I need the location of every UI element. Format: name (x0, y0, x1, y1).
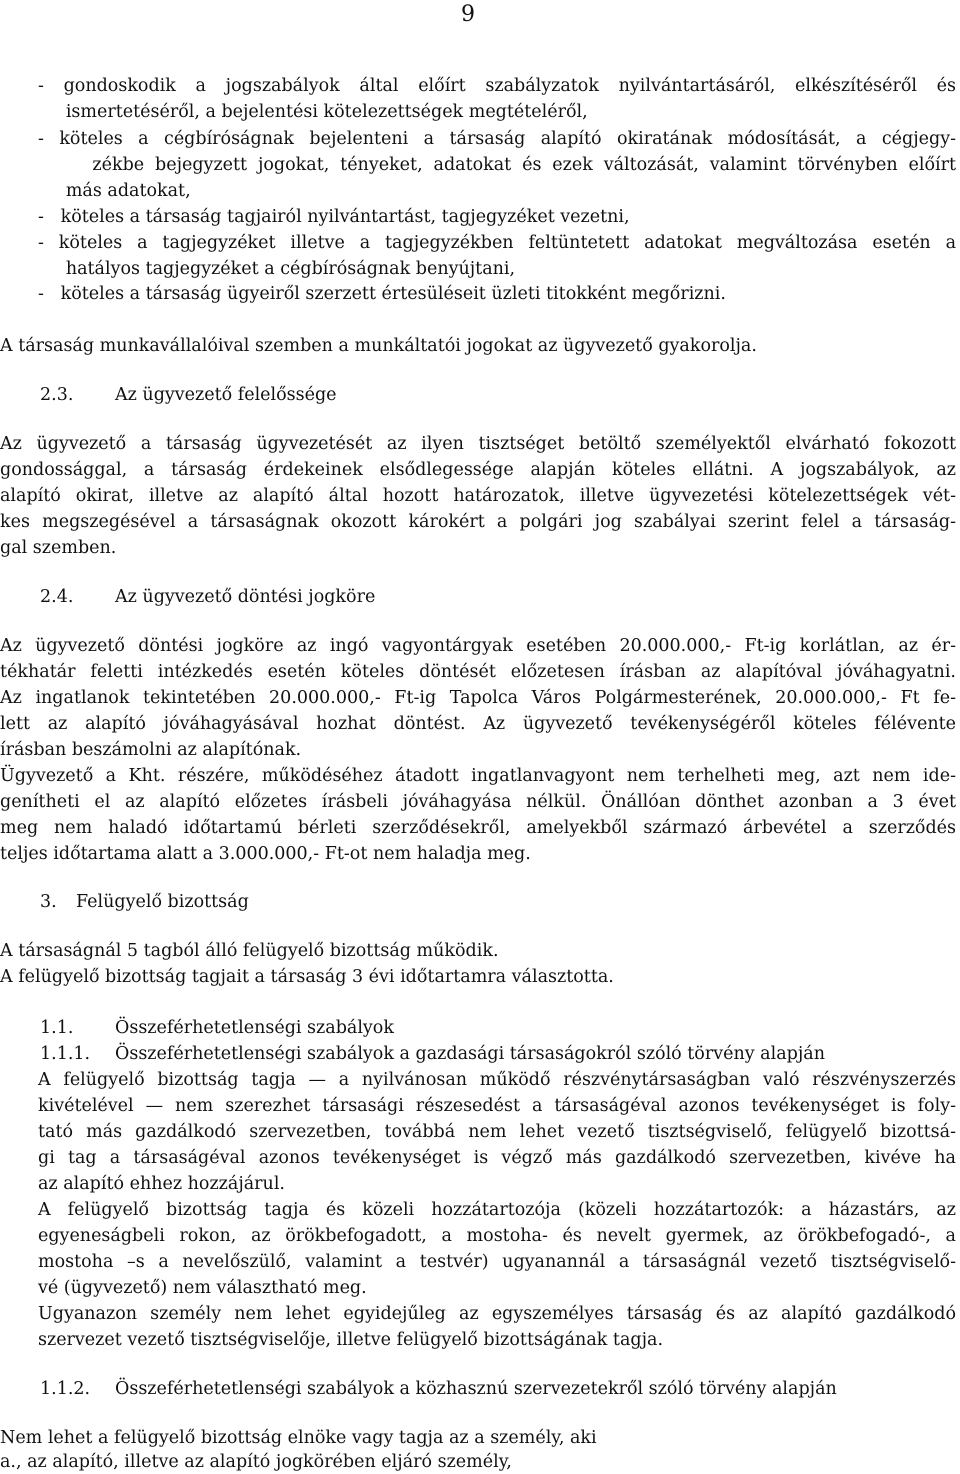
paragraph-line: Ugyanazon személy nem lehet egyidejűleg az egyszemélyes társaság és az alapító gazdálkodó (38, 1304, 956, 1324)
section-title: Felügyelő bizottság (76, 892, 249, 912)
paragraph-line: kivételével — nem szerezhet társasági részesedést a társaságéval azonos tevékenységet is foly- (38, 1096, 956, 1116)
paragraph-line: mostoha –s a nevelőszülő, valamint a testvér) ugyanannál a társaságnál vezető tisztségviselő- (38, 1252, 956, 1272)
section-number: 3. (40, 892, 57, 912)
paragraph-line: írásban beszámolni az alapítónak. (0, 740, 302, 760)
paragraph-line: gal szemben. (0, 538, 117, 558)
paragraph-line: vé (ügyvezető) nem választható meg. (38, 1278, 367, 1298)
bullet-text-line: - köteles a társaság ügyeiről szerzett értesüléseit üzleti titokként megőrizni. (38, 284, 726, 304)
section-number: 2.4. (40, 587, 74, 607)
section-number: 1.1.2. (40, 1379, 91, 1399)
paragraph-line: az alapító ehhez hozzájárul. (38, 1174, 285, 1194)
paragraph-line: gondossággal, a társaság érdekeinek elsődlegessége alapján köteles ellátni. A jogszabályok, az (0, 460, 956, 480)
paragraph-line: A társaságnál 5 tagból álló felügyelő bizottság működik. (0, 941, 499, 961)
paragraph-line: meg nem haladó időtartamú bérleti szerződésekről, amelyekből származó árbevétel a szerződés (0, 818, 956, 838)
section-title: Összeférhetetlenségi szabályok a gazdasági társaságokról szóló törvény alapján (115, 1044, 825, 1064)
paragraph-line: A felügyelő bizottság tagja — a nyilvánosan működő részvénytársaságban való részvényszerzés (38, 1070, 956, 1090)
paragraph-line: Az ingatlanok tekintetében 20.000.000,- Ft-ig Tapolca Város Polgármesterének, 20.000.000,- Ft fe- (0, 688, 956, 708)
employer-sentence: A társaság munkavállalóival szemben a munkáltatói jogokat az ügyvezető gyakorolja. (0, 336, 757, 356)
bullet-text-line: - köteles a cégbíróságnak bejelenteni a társaság alapító okiratának módosítását, a cégjegy- (38, 129, 956, 149)
paragraph-line: Az ügyvezető döntési jogköre az ingó vagyontárgyak esetében 20.000.000,- Ft-ig korlátlan, az ér- (0, 636, 956, 656)
section-title: Összeférhetetlenségi szabályok a közhasznú szervezetekről szóló törvény alapján (115, 1379, 837, 1399)
section-title: Az ügyvezető felelőssége (115, 385, 337, 405)
paragraph-line: szervezet vezető tisztségviselője, illetve felügyelő bizottságának tagja. (38, 1330, 664, 1350)
section-number: 1.1. (40, 1018, 74, 1038)
paragraph-line: A felügyelő bizottság tagjait a társaság 3 évi időtartamra választotta. (0, 967, 614, 987)
section-title: Összeférhetetlenségi szabályok (115, 1018, 394, 1038)
bullet-text-line: más adatokat, (38, 181, 191, 201)
paragraph-line: teljes időtartama alatt a 3.000.000,- Ft-ot nem haladja meg. (0, 844, 531, 864)
paragraph-line: tékhatár feletti intézkedés esetén köteles döntését előzetesen írásban az alapítóval jóváhagyatni. (0, 662, 956, 682)
paragraph-line: lett az alapító jóváhagyásával hozhat döntést. Az ügyvezető tevékenységéről köteles félévente (0, 714, 956, 734)
paragraph-line: Nem lehet a felügyelő bizottság elnöke vagy tagja az a személy, aki (0, 1428, 597, 1448)
bullet-text-line: zékbe bejegyzett jogokat, tényeket, adatokat és ezek változását, valamint törvényben előírt (38, 155, 956, 175)
paragraph-line: genítheti el az alapító előzetes írásbeli jóváhagyása nélkül. Önállóan dönthet azonban a 3 évet (0, 792, 956, 812)
section-number: 1.1.1. (40, 1044, 91, 1064)
page-number: 9 (461, 2, 475, 27)
paragraph-line: gi tag a társaságéval azonos tevékenységet is végző más gazdálkodó szervezetben, kivéve ha (38, 1148, 956, 1168)
paragraph-line: a., az alapító, illetve az alapító jogkörében eljáró személy, (0, 1452, 512, 1472)
bullet-text-line: ismertetéséről, a bejelentési kötelezettségek megtételéről, (38, 102, 588, 122)
bullet-text-line: - köteles a tagjegyzéket illetve a tagjegyzékben feltüntetett adatokat megváltozása esetén a (38, 233, 956, 253)
section-number: 2.3. (40, 385, 74, 405)
paragraph-line: alapító okirat, illetve az alapító által hozott határozatok, illetve ügyvezetési kötelezettségek vét- (0, 486, 956, 506)
paragraph-line: A felügyelő bizottság tagja és közeli hozzátartozója (közeli hozzátartozók: a házastárs, az (38, 1200, 956, 1220)
bullet-text-line: hatályos tagjegyzéket a cégbíróságnak benyújtani, (38, 259, 516, 279)
section-title: Az ügyvezető döntési jogköre (115, 587, 376, 607)
paragraph-line: tató más gazdálkodó szervezetben, továbbá nem lehet vezető tisztségviselő, felügyelő bizottsá- (38, 1122, 956, 1142)
bullet-text-line: - köteles a társaság tagjairól nyilvántartást, tagjegyzéket vezetni, (38, 207, 630, 227)
paragraph-line: Az ügyvezető a társaság ügyvezetését az ilyen tisztséget betöltő személyektől elvárható fokozott (0, 434, 956, 454)
paragraph-line: egyeneságbeli rokon, az örökbefogadott, a mostoha- és nevelt gyermek, az örökbefogadó-, a (38, 1226, 956, 1246)
bullet-text-line: - gondoskodik a jogszabályok által előírt szabályzatok nyilvántartásáról, elkészítéséről és (38, 76, 956, 96)
paragraph-line: Ügyvezető a Kht. részére, működéséhez átadott ingatlanvagyont nem terhelheti meg, azt nem ide- (0, 766, 956, 786)
paragraph-line: kes megszegésével a társaságnak okozott károkért a polgári jog szabályai szerint felel a társaság- (0, 512, 956, 532)
